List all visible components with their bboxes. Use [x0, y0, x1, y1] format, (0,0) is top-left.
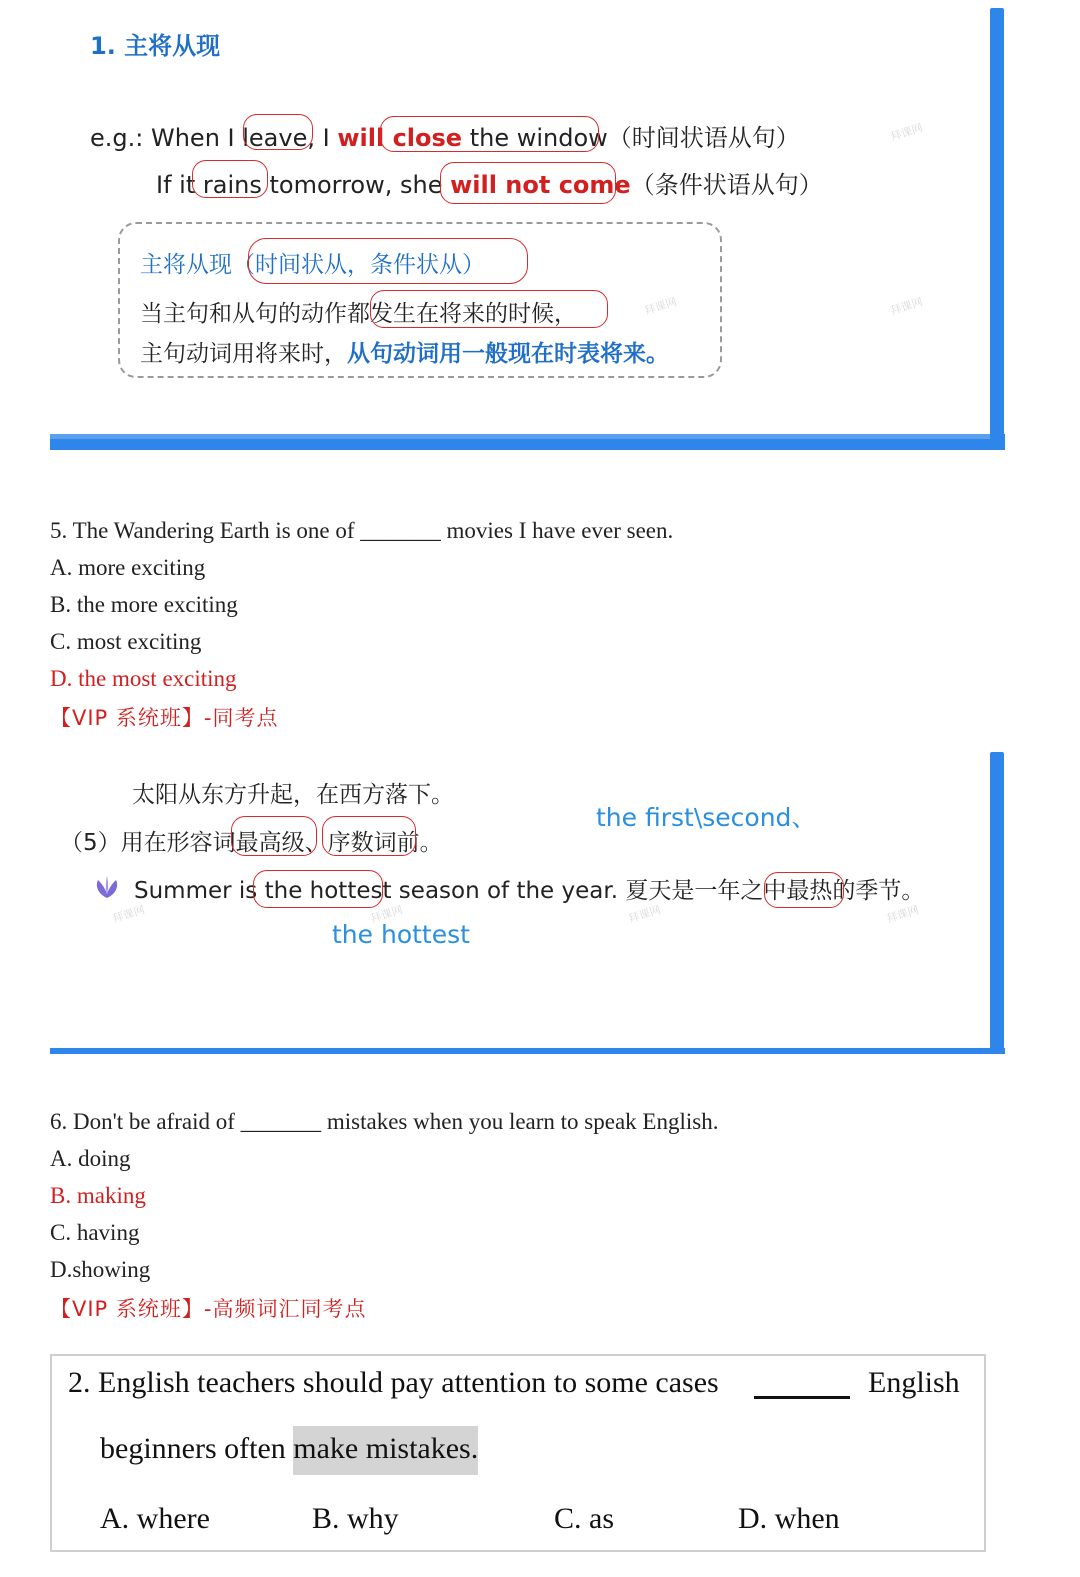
example-verb-leave: leave, [242, 124, 315, 152]
example-sentence-2 [156, 165, 823, 200]
question-6-option-c[interactable]: C. having [50, 1220, 140, 1245]
question-5-tag: 【VIP 系统班】-同考点 [50, 706, 279, 730]
watermark: 拜课网 [368, 903, 405, 926]
example-text: When I [150, 124, 243, 152]
example-text: the window [462, 124, 608, 152]
question-5-option-d-answer[interactable]: D. the most exciting [50, 666, 237, 691]
exam-question-box [50, 1354, 986, 1552]
example-superlative-cn: 中最热的 [763, 878, 856, 904]
rule-emphasis: 从句动词用一般现在时表将来。 [347, 341, 669, 367]
example-text: Summer is [134, 878, 265, 904]
rule-line-2: 当主句和从句的动作都发生在将来的时候， [140, 301, 577, 327]
example-verb-rains: rains [202, 171, 262, 199]
box-question-text: beginners often [100, 1432, 294, 1465]
example-superlative [134, 872, 924, 905]
grammar-card-2 [50, 752, 1005, 1054]
box-option-a[interactable]: A. where [100, 1502, 210, 1535]
example-prefix: e.g.: [90, 124, 151, 152]
question-6-option-d[interactable]: D.showing [50, 1257, 151, 1282]
example-text: tomorrow, she [261, 171, 451, 199]
watermark: 拜课网 [626, 903, 663, 926]
clause-type-label: （条件状语从句） [630, 171, 823, 199]
question-5-option-b[interactable]: B. the more exciting [50, 592, 238, 617]
question-6-stem: 6. Don't be afraid of _______ mistakes when you learn to speak English. [50, 1109, 719, 1134]
question-6-tag: 【VIP 系统班】-高频词汇同考点 [50, 1297, 367, 1321]
watermark: 拜课网 [888, 295, 925, 318]
rule-superlative [60, 824, 443, 857]
box-question-line-1-end: English [868, 1366, 960, 1399]
example-text: 季节。 [855, 878, 925, 904]
question-5-stem: 5. The Wandering Earth is one of _______ movies I have ever seen. [50, 518, 674, 543]
grammar-card-1 [50, 0, 1005, 450]
box-option-c[interactable]: C. as [554, 1502, 614, 1535]
watermark: 拜课网 [888, 121, 925, 144]
example-sentence-1 [90, 118, 800, 153]
card-bottom-border [50, 434, 1005, 450]
clause-type-label: （时间状语从句） [607, 124, 800, 152]
card-bottom-border [50, 1048, 1005, 1054]
rule-superlative-term: 最高级、 [235, 830, 328, 856]
rule-text: 主句动词用将来时， [140, 341, 347, 367]
box-option-b[interactable]: B. why [312, 1502, 399, 1535]
question-5-option-c[interactable]: C. most exciting [50, 629, 202, 654]
example-verb-will: will [337, 124, 393, 152]
box-question-line-2 [100, 1432, 478, 1466]
example-verb-close: close [392, 124, 463, 152]
card-right-border [990, 8, 1004, 450]
rule-title-scope: （时间状从，条件状从） [232, 252, 485, 278]
highlighted-phrase: make mistakes. [293, 1426, 478, 1475]
sentence-sun: 太阳从东方升起，在西方落下。 [132, 782, 454, 808]
box-option-d[interactable]: D. when [738, 1502, 840, 1535]
example-text: season of the year. 夏天是一年之 [391, 878, 764, 904]
question-6-option-b-answer[interactable]: B. making [50, 1183, 146, 1208]
example-text: If it [156, 171, 203, 199]
watermark: 拜课网 [884, 903, 921, 926]
watermark: 拜课网 [642, 295, 679, 318]
example-verb-will-not-come: will not come [450, 171, 631, 199]
rule-ordinal-term: 序数词前。 [327, 830, 443, 856]
rule-title-main: 主将从现 [140, 252, 232, 278]
rule-text: （5）用在形容词 [60, 830, 236, 856]
handwritten-note-hottest: the hottest [332, 920, 470, 949]
section-title: 1. 主将从现 [90, 32, 221, 60]
handwritten-note-ordinal: the first\second、 [596, 803, 817, 832]
flower-bullet-icon [92, 872, 122, 902]
question-5-option-a[interactable]: A. more exciting [50, 555, 206, 580]
answer-blank [754, 1396, 850, 1399]
example-superlative-phrase: the hottest [264, 878, 392, 904]
box-question-line-1: 2. English teachers should pay attention to some cases [68, 1366, 719, 1399]
card-right-border [990, 752, 1004, 1054]
watermark: 拜课网 [110, 903, 147, 926]
rule-title [140, 246, 485, 279]
example-text: I [315, 124, 338, 152]
rule-line-3 [140, 335, 669, 368]
question-6-option-a[interactable]: A. doing [50, 1146, 131, 1171]
